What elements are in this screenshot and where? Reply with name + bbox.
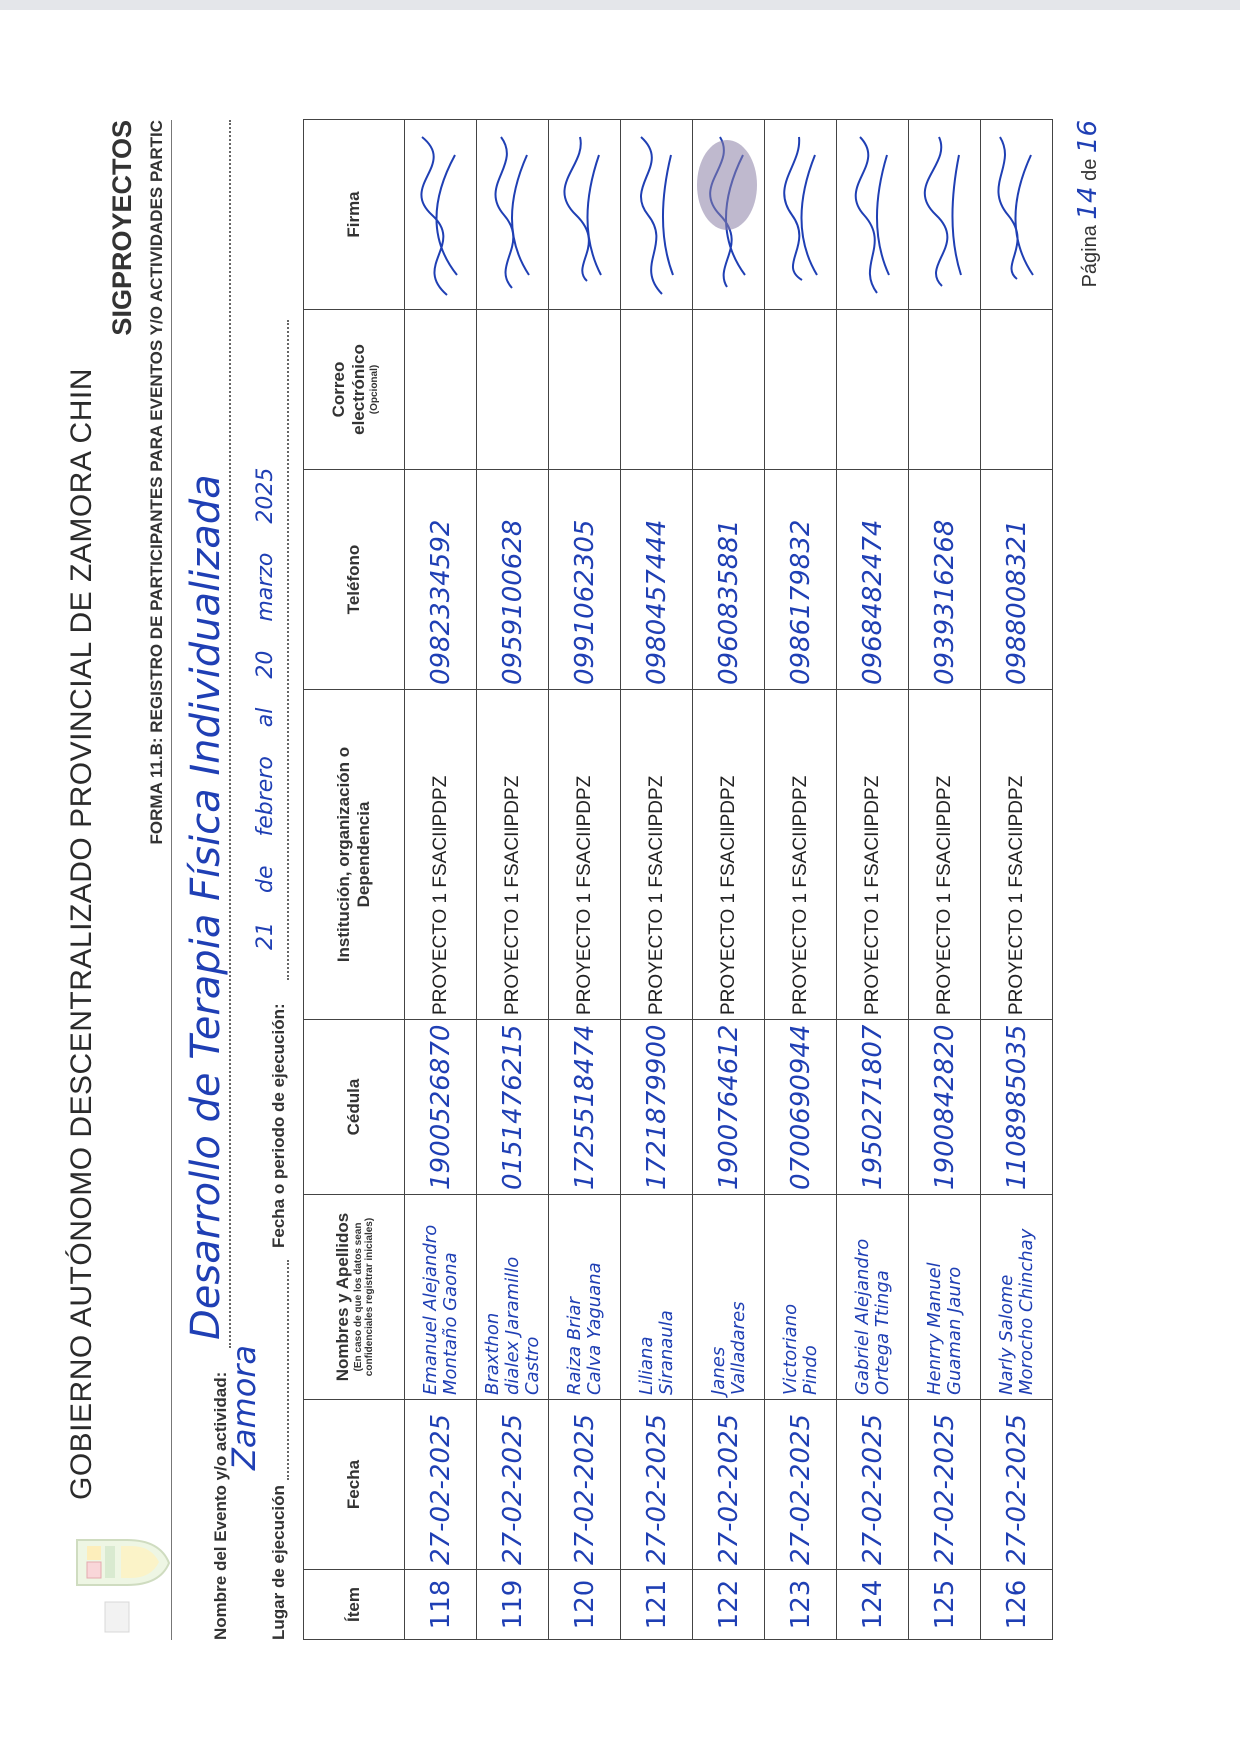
correo-cell <box>837 310 909 470</box>
table-row <box>981 120 1053 1640</box>
nombre-line-2: Montaño Gaona <box>439 1252 461 1395</box>
cedula-cell: 1108985035 <box>981 1020 1053 1195</box>
table-header-row <box>304 120 405 1640</box>
institucion-cell: PROYECTO 1 FSACIIPDPZ <box>405 690 477 1020</box>
firma-cell <box>837 120 909 310</box>
page-label: Página <box>1079 225 1101 288</box>
item-cell: 123 <box>765 1570 837 1640</box>
signature-graphic <box>479 125 541 305</box>
nombre-line-1: Raiza Briar <box>563 1297 585 1395</box>
place-line <box>287 1260 289 1480</box>
col-header-cedula: Cédula <box>304 1020 405 1195</box>
col-header-correo-note: (Opcional) <box>368 364 380 415</box>
signature-graphic <box>623 125 685 305</box>
signature-graphic <box>695 125 757 305</box>
place-value: Zamora <box>225 1344 263 1470</box>
cedula-cell: 1900526870 <box>405 1020 477 1195</box>
nombre-line-2: Guaman Jauro <box>943 1266 965 1395</box>
header-title: GOBIERNO AUTÓNOMO DESCENTRALIZADO PROVINCIAL DE ZAMORA CHIN <box>65 368 98 1500</box>
table-row <box>693 120 765 1640</box>
page-number <box>1073 120 1103 410</box>
institucion-cell: PROYECTO 1 FSACIIPDPZ <box>621 690 693 1020</box>
fecha-cell: 27-02-2025 <box>981 1400 1053 1570</box>
col-header-correo-label: Correo electrónico <box>328 344 368 435</box>
table-row <box>837 120 909 1640</box>
fecha-cell: 27-02-2025 <box>621 1400 693 1570</box>
nombre-cell <box>549 1195 621 1400</box>
fecha-cell: 27-02-2025 <box>477 1400 549 1570</box>
table-row <box>549 120 621 1640</box>
nombre-line-1: Braxthon <box>481 1312 503 1395</box>
firma-cell <box>405 120 477 310</box>
nombre-cell <box>837 1195 909 1400</box>
table-row <box>405 120 477 1640</box>
nombre-cell <box>693 1195 765 1400</box>
nombre-line-2: Morocho Chinchay <box>1015 1228 1037 1395</box>
participants-table <box>303 119 1053 1640</box>
table-row <box>909 120 981 1640</box>
col-header-correo <box>304 310 405 470</box>
item-cell: 125 <box>909 1570 981 1640</box>
nombre-line-1: Emanuel Alejandro <box>419 1224 441 1395</box>
col-header-nombres <box>304 1195 405 1400</box>
col-header-nombres-label: Nombres y Apellidos <box>333 1212 352 1382</box>
nombre-cell <box>405 1195 477 1400</box>
signature-graphic <box>551 125 613 305</box>
nombre-line-2: Valladares <box>727 1301 749 1395</box>
item-cell: 121 <box>621 1570 693 1640</box>
firma-cell <box>693 120 765 310</box>
item-cell: 120 <box>549 1570 621 1640</box>
gad-logo-icon <box>65 1520 175 1640</box>
telefono-cell: 0960835881 <box>693 470 765 690</box>
nombre-line-1: Liliana <box>635 1336 657 1395</box>
fecha-cell: 27-02-2025 <box>693 1400 765 1570</box>
cedula-cell: 1950271807 <box>837 1020 909 1195</box>
firma-cell <box>981 120 1053 310</box>
nombre-line-1: Henrry Manuel <box>923 1262 945 1395</box>
correo-cell <box>477 310 549 470</box>
nombre-line-1: Narly Salome <box>995 1274 1017 1395</box>
fecha-cell: 27-02-2025 <box>765 1400 837 1570</box>
table-row <box>477 120 549 1640</box>
page-current: 14 <box>1073 186 1103 220</box>
item-cell: 126 <box>981 1570 1053 1640</box>
nombre-line-2: Ortega Ttinga <box>871 1270 893 1395</box>
telefono-cell: 0982334592 <box>405 470 477 690</box>
firma-cell <box>765 120 837 310</box>
col-header-item: Ítem <box>304 1570 405 1640</box>
item-cell: 124 <box>837 1570 909 1640</box>
fecha-cell: 27-02-2025 <box>405 1400 477 1570</box>
firma-cell <box>621 120 693 310</box>
table-body <box>405 120 1053 1640</box>
nombre-cell <box>765 1195 837 1400</box>
institucion-cell: PROYECTO 1 FSACIIPDPZ <box>477 690 549 1020</box>
col-header-nombres-note: (En caso de que los datos sean confidenciales registrar iniciales) <box>353 1217 375 1377</box>
nombre-line-2: Calva Yaguana <box>583 1262 605 1395</box>
cedula-cell: 1725518474 <box>549 1020 621 1195</box>
period-line <box>287 320 289 980</box>
nombre-line-1: Gabriel Alejandro <box>851 1238 873 1395</box>
firma-cell <box>549 120 621 310</box>
nombre-cell <box>981 1195 1053 1400</box>
cedula-cell: 1721879900 <box>621 1020 693 1195</box>
correo-cell <box>909 310 981 470</box>
nombre-line-2: Pindo <box>799 1345 821 1395</box>
nombre-cell <box>909 1195 981 1400</box>
nombre-line-2: Siranaula <box>655 1310 677 1395</box>
fingerprint-mark <box>697 140 757 230</box>
event-name-line <box>229 120 231 1348</box>
correo-cell <box>405 310 477 470</box>
nombre-line-2: dialex Jaramillo Castro <box>501 1256 543 1395</box>
place-label: Lugar de ejecución <box>269 1485 288 1640</box>
header-form-title: FORMA 11.B: REGISTRO DE PARTICIPANTES PARA EVENTOS Y/O ACTIVIDADES PARTIC <box>147 120 166 845</box>
signature-graphic <box>911 125 973 305</box>
correo-cell <box>765 310 837 470</box>
table-row <box>621 120 693 1640</box>
signature-graphic <box>839 125 901 305</box>
telefono-cell: 0986179832 <box>765 470 837 690</box>
institucion-cell: PROYECTO 1 FSACIIPDPZ <box>909 690 981 1020</box>
nombre-cell <box>621 1195 693 1400</box>
firma-cell <box>477 120 549 310</box>
telefono-cell: 0939316268 <box>909 470 981 690</box>
signature-graphic <box>767 125 829 305</box>
cedula-cell: 1900842820 <box>909 1020 981 1195</box>
telefono-cell: 0959100628 <box>477 470 549 690</box>
fecha-cell: 27-02-2025 <box>909 1400 981 1570</box>
event-place-row <box>225 120 293 1640</box>
table-row <box>765 120 837 1640</box>
telefono-cell: 0988008321 <box>981 470 1053 690</box>
cedula-cell: 1900764612 <box>693 1020 765 1195</box>
header-divider <box>171 120 172 1640</box>
institucion-cell: PROYECTO 1 FSACIIPDPZ <box>837 690 909 1020</box>
nombre-line-1: Janes <box>707 1346 729 1395</box>
item-cell: 122 <box>693 1570 765 1640</box>
signature-graphic <box>983 125 1045 305</box>
correo-cell <box>693 310 765 470</box>
institucion-cell: PROYECTO 1 FSACIIPDPZ <box>981 690 1053 1020</box>
period-value: 21 de febrero al 20 marzo 2025 <box>253 467 278 950</box>
fecha-cell: 27-02-2025 <box>837 1400 909 1570</box>
header-system: SIGPROYECTOS <box>107 120 137 336</box>
period-label: Fecha o periodo de ejecución: <box>269 1003 288 1248</box>
correo-cell <box>621 310 693 470</box>
signature-graphic <box>407 125 469 305</box>
correo-cell <box>981 310 1053 470</box>
telefono-cell: 0991062305 <box>549 470 621 690</box>
cedula-cell: 0151476215 <box>477 1020 549 1195</box>
telefono-cell: 0968482474 <box>837 470 909 690</box>
telefono-cell: 0980457444 <box>621 470 693 690</box>
institucion-cell: PROYECTO 1 FSACIIPDPZ <box>549 690 621 1020</box>
institucion-cell: PROYECTO 1 FSACIIPDPZ <box>693 690 765 1020</box>
nombre-cell <box>477 1195 549 1400</box>
nombre-line-1: Victoriano <box>779 1303 801 1395</box>
col-header-institucion: Institución, organización o Dependencia <box>304 690 405 1020</box>
event-name-label: Nombre del Evento y/o actividad: <box>211 1371 230 1640</box>
firma-cell <box>909 120 981 310</box>
item-cell: 119 <box>477 1570 549 1640</box>
institucion-cell: PROYECTO 1 FSACIIPDPZ <box>765 690 837 1020</box>
page-of: de <box>1079 158 1101 181</box>
fecha-cell: 27-02-2025 <box>549 1400 621 1570</box>
cedula-cell: 0700690944 <box>765 1020 837 1195</box>
event-name-value: Desarrollo de Terapia Física Individualizada <box>183 474 229 1340</box>
page-total: 16 <box>1073 120 1103 154</box>
col-header-fecha: Fecha <box>304 1400 405 1570</box>
item-cell: 118 <box>405 1570 477 1640</box>
col-header-telefono: Teléfono <box>304 470 405 690</box>
col-header-firma: Firma <box>304 120 405 310</box>
correo-cell <box>549 310 621 470</box>
rotated-form-page <box>65 120 1125 1640</box>
